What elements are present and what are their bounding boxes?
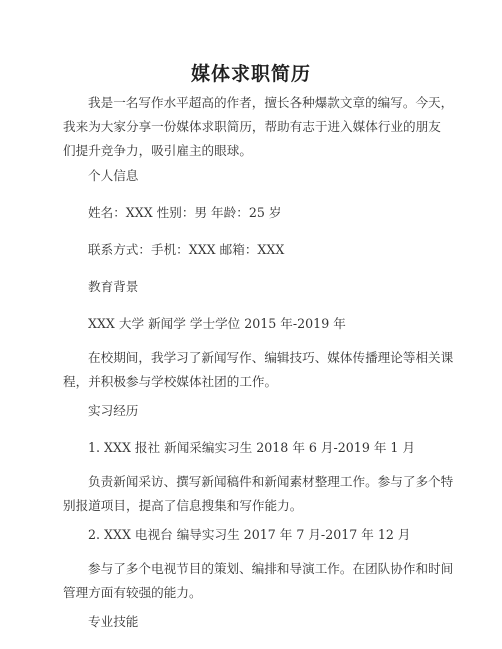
internship-1-desc-line: 负责新闻采访、撰写新闻稿件和新闻素材整理工作。参与了多个特 (88, 474, 454, 489)
education-line: XXX 大学 新闻学 学士学位 2015 年-2019 年 (88, 316, 346, 331)
contact-info-line: 联系方式：手机：XXX 邮箱：XXX (88, 242, 285, 257)
internship-1-desc-line: 别报道项目，提高了信息搜集和写作能力。 (63, 498, 303, 513)
internship-2-desc-line: 管理方面有较强的能力。 (63, 585, 202, 600)
intro-line: 们提升竞争力，吸引雇主的眼球。 (63, 143, 252, 158)
internship-2-desc-line: 参与了多个电视节目的策划、编排和导演工作。在团队协作和时间 (88, 561, 454, 576)
internship-1-line: 1. XXX 报社 新闻采编实习生 2018 年 6 月-2019 年 1 月 (88, 440, 416, 455)
intro-paragraph (63, 91, 454, 163)
internship-heading: 实习经历 (88, 403, 139, 418)
education-desc-line: 在校期间，我学习了新闻写作、编辑技巧、媒体传播理论等相关课 (88, 350, 454, 365)
education-desc-line: 程，并积极参与学校媒体社团的工作。 (63, 374, 278, 389)
skills-heading: 专业技能 (88, 614, 139, 629)
internship-2-line: 2. XXX 电视台 编导实习生 2017 年 7 月-2017 年 12 月 (88, 527, 411, 542)
intro-line: 我是一名写作水平超高的作者，擅长各种爆款文章的编写。今天， (88, 95, 454, 110)
education-heading: 教育背景 (88, 279, 139, 294)
education-description (63, 346, 454, 394)
intro-line: 我来为大家分享一份媒体求职简历，帮助有志于进入媒体行业的朋友 (63, 119, 441, 134)
internship-2-description (63, 557, 454, 605)
page-title: 媒体求职简历 (190, 63, 311, 85)
personal-info-line: 姓名：XXX 性别：男 年龄：25 岁 (88, 205, 282, 220)
internship-1-description (63, 470, 454, 518)
personal-info-heading: 个人信息 (88, 168, 139, 183)
